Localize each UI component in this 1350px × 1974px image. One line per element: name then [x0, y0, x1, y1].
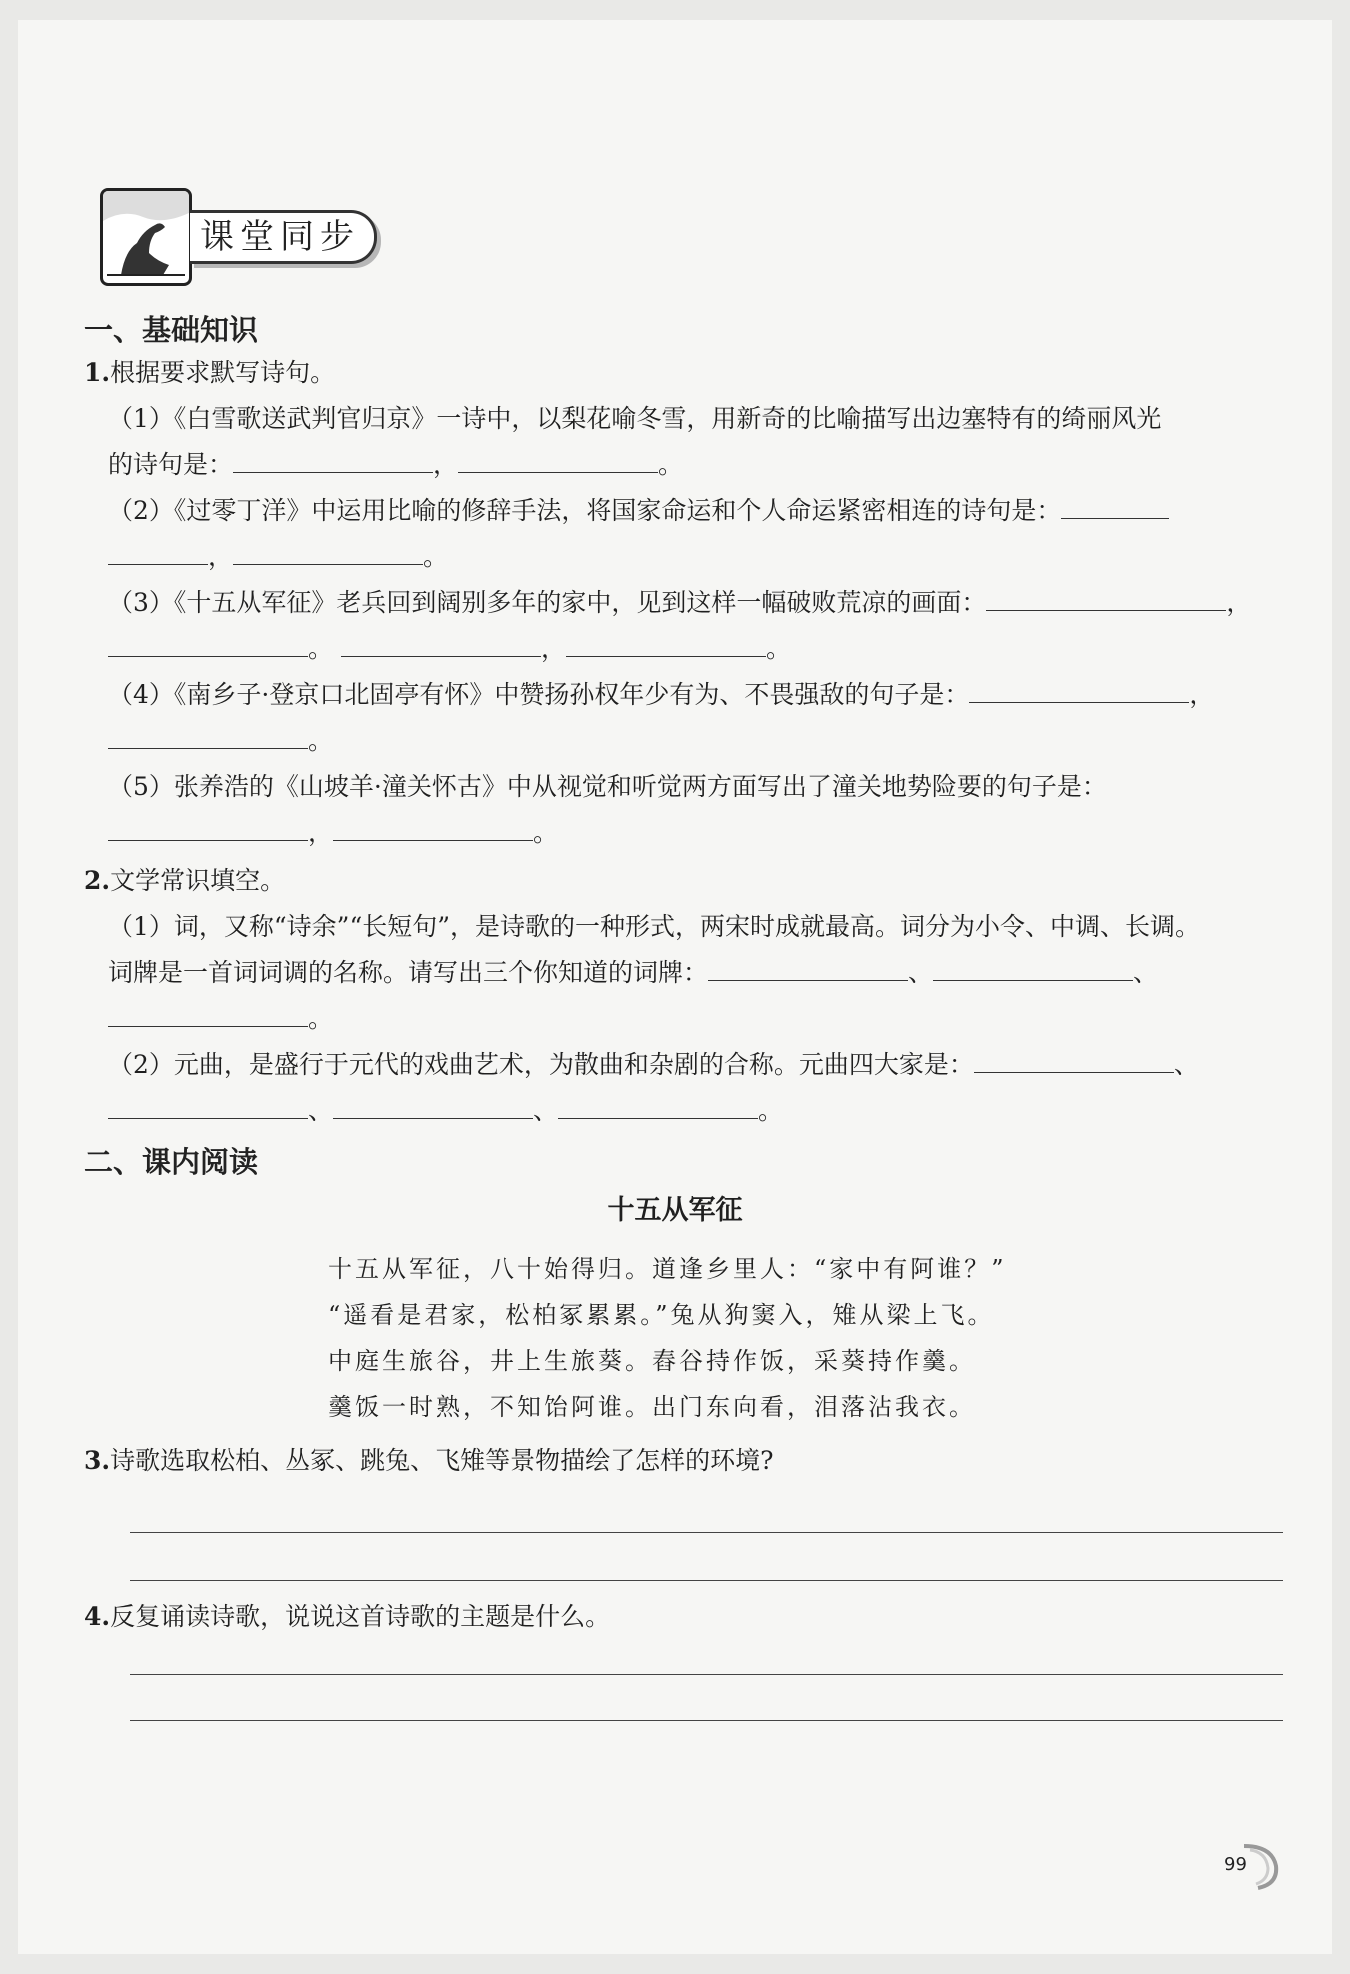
item-answer-row — [108, 1088, 1288, 1134]
answer-line[interactable] — [130, 1674, 1283, 1675]
punct: ， — [308, 818, 334, 847]
answer-blank[interactable] — [108, 1096, 308, 1119]
item-text: （1）词，又称“诗余”“长短句”，是诗歌的一种形式，两宋时成就最高。词分为小令、中调、长调。 — [108, 912, 1201, 941]
q1-item-5 — [108, 764, 1288, 856]
question-3 — [84, 1438, 1284, 1484]
punct: 、 — [1133, 958, 1159, 987]
question-text: 诗歌选取松柏、丛冢、跳兔、飞雉等景物描绘了怎样的环境? — [110, 1446, 774, 1475]
item-answer-row — [108, 442, 1288, 488]
item-answer-row — [108, 950, 1288, 996]
question-1 — [84, 350, 1284, 396]
question-text: 文学常识填空。 — [110, 866, 286, 895]
punct: ， — [1189, 680, 1215, 709]
item-row — [108, 580, 1288, 626]
answer-blank[interactable] — [333, 818, 533, 841]
punct: 。 — [423, 542, 449, 571]
punct: 、 — [1173, 1050, 1199, 1079]
poem-line: 羹饭一时熟，不知饴阿谁。出门东向看，泪落沾我衣。 — [328, 1393, 976, 1421]
answer-blank[interactable] — [108, 634, 308, 657]
question-number: 4. — [84, 1602, 111, 1631]
section-badge — [100, 188, 380, 288]
answer-blank[interactable] — [108, 818, 308, 841]
question-text: 根据要求默写诗句。 — [110, 358, 336, 387]
poem-text — [328, 1246, 1108, 1430]
punct: ， — [1226, 588, 1252, 617]
item-answer-row — [108, 810, 1288, 856]
item-answer-row — [108, 626, 1288, 672]
punct: 、 — [908, 958, 934, 987]
item-answer-row — [108, 996, 1288, 1042]
poem-title: 十五从军征 — [607, 1195, 743, 1226]
poem-line: 十五从军征，八十始得归。道逢乡里人：“家中有阿谁？” — [328, 1255, 1007, 1283]
question-number: 3. — [84, 1446, 111, 1475]
punct: 。 — [758, 1096, 784, 1125]
item-text: （3）《十五从军征》老兵回到阔别多年的家中，见到这样一幅破败荒凉的画面： — [108, 588, 987, 617]
punct: 。 — [533, 818, 559, 847]
answer-blank[interactable] — [1061, 496, 1169, 519]
q1-item-3 — [108, 580, 1288, 672]
answer-blank[interactable] — [333, 1096, 533, 1119]
punct: 。 — [308, 634, 334, 663]
item-row — [108, 672, 1288, 718]
badge-title: 课堂同步 — [200, 217, 360, 257]
punct: 。 — [308, 1004, 334, 1033]
punct: 、 — [533, 1096, 559, 1125]
answer-blank[interactable] — [108, 726, 308, 749]
dinosaur-logo-icon — [100, 188, 192, 286]
answer-blank[interactable] — [341, 634, 541, 657]
item-text: （4）《南乡子·登京口北固亭有怀》中赞扬孙权年少有为、不畏强敌的句子是： — [108, 680, 970, 709]
page-number-badge — [1214, 1840, 1286, 1892]
answer-line[interactable] — [130, 1532, 1283, 1533]
page-number: 99 — [1224, 1854, 1247, 1875]
badge-pill — [190, 210, 377, 264]
punct: 。 — [308, 726, 334, 755]
question-2 — [84, 858, 1284, 904]
item-text: （2）《过零丁洋》中运用比喻的修辞手法，将国家命运和个人命运紧密相连的诗句是： — [108, 496, 1062, 525]
punct: 。 — [765, 634, 791, 663]
answer-blank[interactable] — [566, 634, 766, 657]
answer-blank[interactable] — [986, 588, 1226, 611]
question-2-prompt — [84, 858, 1284, 904]
item-text: （2）元曲，是盛行于元代的戏曲艺术，为散曲和杂剧的合称。元曲四大家是： — [108, 1050, 974, 1079]
item-answer-row — [108, 718, 1288, 764]
q1-item-4 — [108, 672, 1288, 764]
answer-blank[interactable] — [974, 1050, 1174, 1073]
section-2-title: 二、课内阅读 — [84, 1145, 259, 1179]
question-4 — [84, 1594, 1284, 1640]
answer-line[interactable] — [130, 1580, 1283, 1581]
punct: 。 — [658, 450, 684, 479]
question-text: 反复诵读诗歌，说说这首诗歌的主题是什么。 — [110, 1602, 611, 1631]
q2-item-2 — [108, 1042, 1288, 1134]
question-number: 1. — [84, 358, 111, 387]
poem-line: “遥看是君家，松柏冢累累。”兔从狗窦入，雉从梁上飞。 — [328, 1301, 995, 1329]
item-text: 的诗句是： — [108, 450, 234, 479]
answer-blank[interactable] — [458, 450, 658, 473]
item-text: （5）张养浩的《山坡羊·潼关怀古》中从视觉和听觉两方面写出了潼关地势险要的句子是： — [108, 772, 1107, 801]
answer-blank[interactable] — [558, 1096, 758, 1119]
punct: 、 — [308, 1096, 334, 1125]
item-answer-row — [108, 534, 1288, 580]
section-1-title: 一、基础知识 — [84, 313, 259, 347]
q1-item-2 — [108, 488, 1288, 580]
punct: ， — [208, 542, 234, 571]
item-row — [108, 1042, 1288, 1088]
item-text: 词牌是一首词词调的名称。请写出三个你知道的词牌： — [108, 958, 709, 987]
answer-blank[interactable] — [969, 680, 1189, 703]
answer-blank[interactable] — [708, 958, 908, 981]
question-number: 2. — [84, 866, 111, 895]
q1-item-1 — [108, 396, 1288, 488]
answer-blank[interactable] — [933, 958, 1133, 981]
punct: ， — [540, 634, 566, 663]
answer-blank[interactable] — [233, 450, 433, 473]
answer-line[interactable] — [130, 1720, 1283, 1721]
poem-block — [18, 1188, 1332, 1227]
item-row — [108, 488, 1288, 534]
poem-line: 中庭生旅谷，井上生旅葵。舂谷持作饭，采葵持作羹。 — [328, 1347, 976, 1375]
question-4-prompt — [84, 1594, 1284, 1640]
question-3-prompt — [84, 1438, 1284, 1484]
punct: ， — [433, 450, 459, 479]
question-1-prompt — [84, 350, 1284, 396]
q2-item-1 — [108, 904, 1288, 1042]
item-text: （1）《白雪歌送武判官归京》一诗中，以梨花喻冬雪，用新奇的比喻描写出边塞特有的绮丽风光 — [108, 404, 1162, 433]
answer-blank[interactable] — [233, 542, 423, 565]
answer-blank[interactable] — [108, 1004, 308, 1027]
worksheet-page — [18, 20, 1332, 1954]
answer-blank[interactable] — [108, 542, 208, 565]
